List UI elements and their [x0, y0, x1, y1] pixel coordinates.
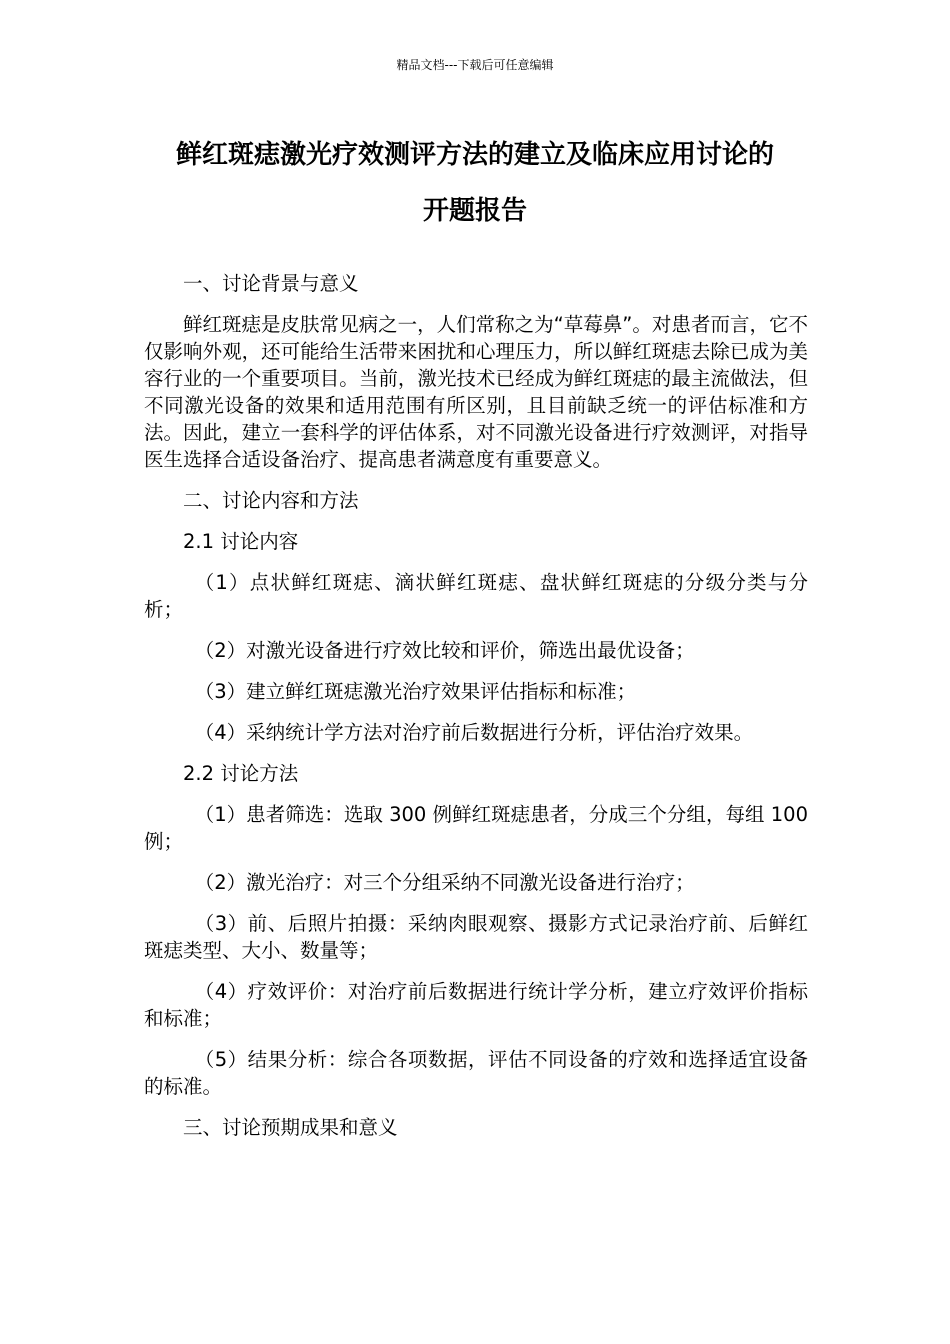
section-2-heading: 二、讨论内容和方法: [183, 489, 359, 512]
method-item: （3）前、后照片拍摄：采纳肉眼观察、摄影方式记录治疗前、后鲜红斑痣类型、大小、数量等；: [144, 912, 808, 962]
document-title-line-2: 开题报告: [422, 196, 527, 226]
section-1-paragraph: 鲜红斑痣是皮肤常见病之一，人们常称之为“草莓鼻”。对患者而言，它不仅影响外观，还可能给生活带来困扰和心理压力，所以鲜红斑痣去除已成为美容行业的一个重要项目。当前，激光技术已经成为鲜红斑痣的最主流做法，但不同激光设备的效果和适用范围有所区别，且目前缺乏统一的评估标准和方法。因此，建立一套科学的评估体系，对不同激光设备进行疗效测评，对指导医生选择合适设备治疗、提高患者满意度有重要意义。: [144, 313, 808, 471]
method-item: （2）激光治疗：对三个分组采纳不同激光设备进行治疗；: [194, 871, 695, 894]
method-item: （4）疗效评价：对治疗前后数据进行统计学分析，建立疗效评价指标和标准；: [144, 980, 808, 1030]
header-note: 精品文档---下载后可任意编辑: [396, 58, 554, 72]
section-3-heading: 三、讨论预期成果和意义: [183, 1116, 398, 1139]
section-2-1-heading: 2.1 讨论内容: [183, 530, 299, 553]
content-item: （4）采纳统计学方法对治疗前后数据进行分析，评估治疗效果。: [194, 721, 754, 744]
section-1-heading: 一、讨论背景与意义: [183, 272, 359, 295]
document-body: [144, 270, 808, 1155]
section-2-2-heading: 2.2 讨论方法: [183, 762, 299, 785]
content-item: （1）点状鲜红斑痣、滴状鲜红斑痣、盘状鲜红斑痣的分级分类与分析；: [144, 571, 808, 621]
method-item: （1）患者筛选：选取 300 例鲜红斑痣患者，分成三个分组，每组 100 例；: [144, 803, 808, 853]
document-title-line-1: 鲜红斑痣激光疗效测评方法的建立及临床应用讨论的: [175, 140, 774, 170]
content-item: （2）对激光设备进行疗效比较和评价，筛选出最优设备；: [194, 639, 695, 662]
content-item: （3）建立鲜红斑痣激光治疗效果评估指标和标准；: [194, 680, 637, 703]
method-item: （5）结果分析：综合各项数据，评估不同设备的疗效和选择适宜设备的标准。: [144, 1048, 808, 1098]
